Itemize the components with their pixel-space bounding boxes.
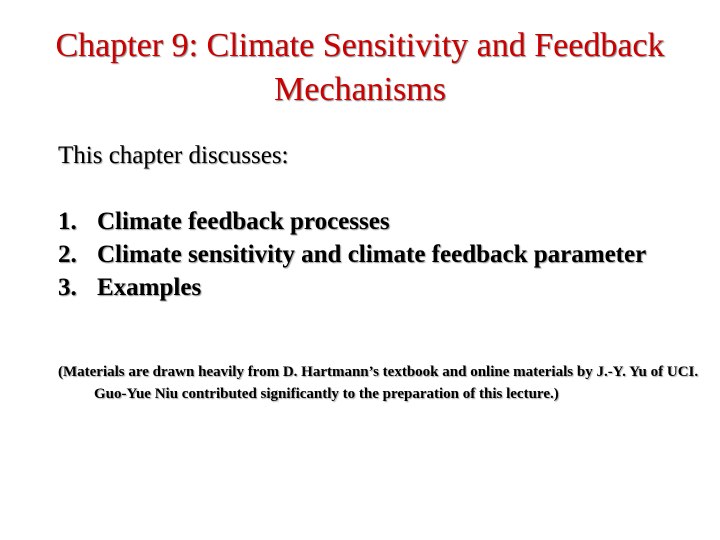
slide-title-line-1: Chapter 9: Climate Sensitivity and Feedback bbox=[55, 27, 665, 64]
topic-text: Examples bbox=[97, 274, 202, 301]
intro-text: This chapter discusses: bbox=[58, 142, 289, 169]
materials-note: (Materials are drawn heavily from D. Hartmann’s textbook and online materials by J.-Y. Yu of UCI. Guo-Yue Niu contributed significantly to the preparation of this lecture.) bbox=[58, 364, 699, 402]
topic-list bbox=[58, 205, 698, 304]
topic-number: 1. bbox=[58, 208, 77, 235]
slide-title bbox=[0, 24, 720, 112]
topic-text: Climate feedback processes bbox=[97, 208, 390, 235]
topic-item bbox=[58, 205, 698, 238]
topic-item bbox=[58, 238, 698, 271]
topic-number: 2. bbox=[58, 241, 77, 268]
topic-item bbox=[58, 271, 698, 304]
topic-text: Climate sensitivity and climate feedback parameter bbox=[97, 241, 647, 268]
topic-number: 3. bbox=[58, 274, 77, 301]
slide-title-line-2: Mechanisms bbox=[274, 71, 446, 108]
